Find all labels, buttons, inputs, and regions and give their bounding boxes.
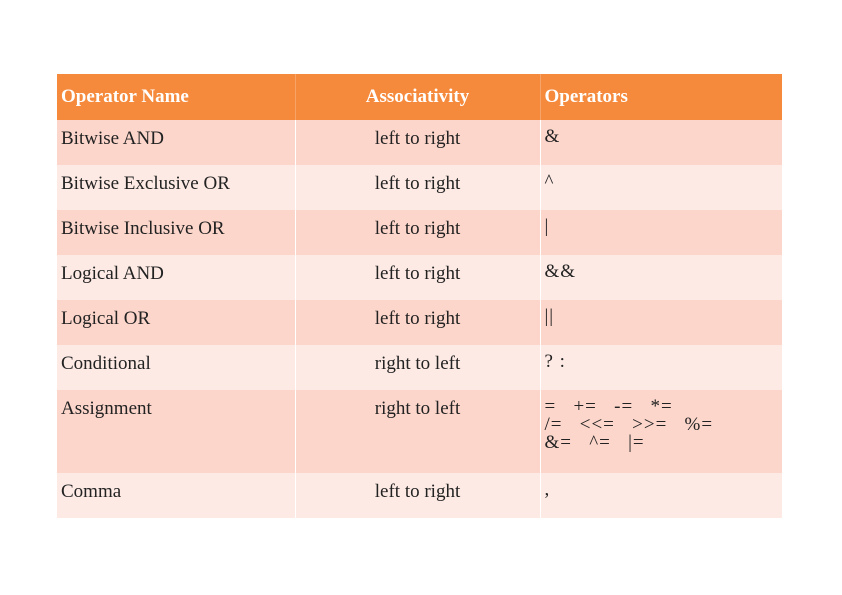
header-operator-name: Operator Name	[57, 74, 295, 120]
operators-cell	[540, 300, 782, 345]
table-row	[57, 210, 782, 255]
operator-name-cell: Bitwise Inclusive OR	[57, 210, 295, 255]
table-row	[57, 255, 782, 300]
operator-precedence-table	[57, 74, 782, 518]
operator-name-cell: Bitwise Exclusive OR	[57, 165, 295, 210]
associativity-cell: right to left	[295, 345, 540, 390]
operators-cell	[540, 390, 782, 473]
operator-name-cell: Conditional	[57, 345, 295, 390]
operators-text: ? :	[544, 351, 566, 372]
operators-cell	[540, 120, 782, 165]
operators-text: ||	[544, 306, 555, 327]
operator-name-cell: Logical OR	[57, 300, 295, 345]
associativity-cell: left to right	[295, 165, 540, 210]
operator-name-cell: Bitwise AND	[57, 120, 295, 165]
operators-text: &= ^= |=	[544, 432, 645, 453]
operator-name-cell: Logical AND	[57, 255, 295, 300]
operators-text: |	[544, 216, 550, 237]
header-operators: Operators	[540, 74, 782, 120]
associativity-cell: left to right	[295, 300, 540, 345]
operator-name-cell: Assignment	[57, 390, 295, 473]
operators-cell	[540, 345, 782, 390]
operators-cell	[540, 255, 782, 300]
table-row	[57, 300, 782, 345]
header-associativity: Associativity	[295, 74, 540, 120]
table-row	[57, 120, 782, 165]
table-row	[57, 390, 782, 473]
associativity-cell: right to left	[295, 390, 540, 473]
associativity-cell: left to right	[295, 210, 540, 255]
operators-cell	[540, 210, 782, 255]
associativity-cell: left to right	[295, 255, 540, 300]
operator-name-cell: Comma	[57, 473, 295, 518]
table-row	[57, 165, 782, 210]
operators-text: /= <<= >>= %=	[544, 414, 714, 435]
operators-text: ^	[544, 171, 555, 192]
operators-text: = += -= *=	[544, 396, 673, 417]
operators-text: &	[544, 126, 561, 147]
table-row	[57, 345, 782, 390]
operators-cell	[540, 165, 782, 210]
operators-text: &&	[544, 261, 577, 282]
table-row	[57, 473, 782, 518]
operators-cell	[540, 473, 782, 518]
associativity-cell: left to right	[295, 473, 540, 518]
operators-text: ,	[544, 479, 551, 500]
table-header-row	[57, 74, 782, 120]
associativity-cell: left to right	[295, 120, 540, 165]
